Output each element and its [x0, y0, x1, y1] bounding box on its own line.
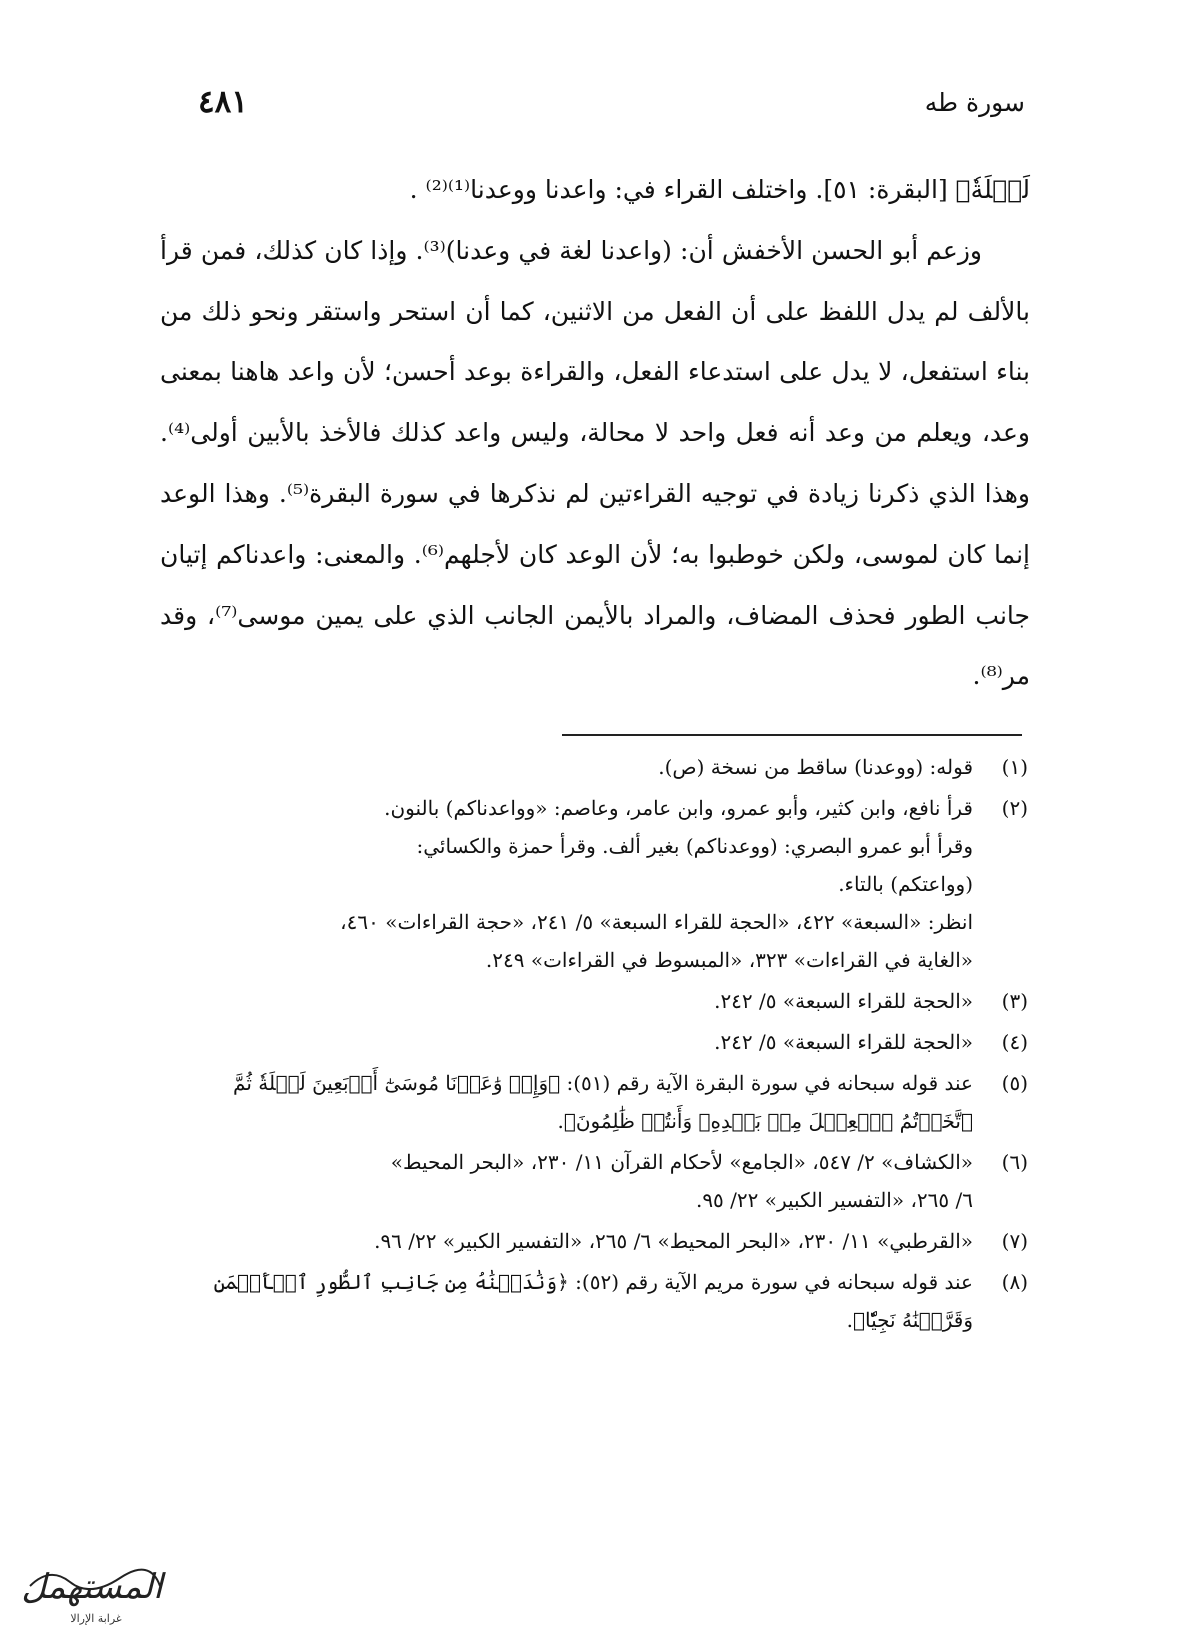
footnotes — [118, 748, 1028, 1342]
footnote-3 — [118, 982, 1028, 1020]
footnote-text: «القرطبي» ١١/ ٢٣٠، «البحر المحيط» ٦/ ٢٦٥، «التفسير الكبير» ٢٢/ ٩٦. — [374, 1229, 973, 1253]
footnote-text: «الحجة للقراء السبعة» ٥/ ٢٤٢. — [714, 1030, 973, 1054]
footnote-text: «الحجة للقراء السبعة» ٥/ ٢٤٢. — [714, 989, 973, 1013]
surah-title: سورة طه — [924, 88, 1025, 117]
footnote-text: ٱتَّخَذۡتُمُ ٱلۡعِجۡلَ مِنۢ بَعۡدِهِۦ وَأَنتُمۡ ظَٰلِمُونَ﴾. — [557, 1109, 973, 1133]
footnote-5 — [118, 1064, 1028, 1140]
footnote-number: (٦) — [1001, 1150, 1028, 1174]
main-text — [160, 160, 1030, 707]
footnote-8 — [118, 1263, 1028, 1339]
footnote-text: انظر: «السبعة» ٤٢٢، «الحجة للقراء السبعة» ٥/ ٢٤١، «حجة القراءات» ٤٦٠، — [340, 910, 973, 934]
logo-text-main: المستهمل — [21, 1567, 163, 1607]
footnote-text: (وواعتكم) بالتاء. — [838, 872, 973, 896]
publisher-logo — [10, 1556, 175, 1646]
footnote-text: عند قوله سبحانه في سورة البقرة الآية رقم (٥١): ﴿وَإِذۡ وَٰعَدۡنَا مُوسَىٰٓ أَرۡبَعِينَ لَيۡلَةٗ ثُمَّ — [233, 1071, 973, 1095]
footnote-7 — [118, 1222, 1028, 1260]
footnote-1 — [118, 748, 1028, 786]
footnote-text: وقرأ أبو عمرو البصري: (ووعدناكم) بغير ألف. وقرأ حمزة والكسائي: — [416, 834, 973, 858]
footnote-number: (٣) — [1001, 989, 1028, 1013]
footnote-text: «الغاية في القراءات» ٣٢٣، «المبسوط في القراءات» ٢٤٩. — [485, 948, 973, 972]
page-number: ٤٨١ — [198, 84, 248, 120]
page-header — [198, 84, 1025, 128]
footnote-2 — [118, 789, 1028, 979]
footnote-separator — [562, 734, 1022, 736]
footnote-4 — [118, 1023, 1028, 1061]
footnote-number: (٥) — [1001, 1071, 1028, 1095]
footnote-number: (٨) — [1001, 1270, 1028, 1294]
footnote-number: (١) — [1001, 755, 1028, 779]
footnote-text: ٦/ ٢٦٥، «التفسير الكبير» ٢٢/ ٩٥. — [695, 1188, 973, 1212]
footnote-number: (٤) — [1001, 1030, 1028, 1054]
footnote-text: عند قوله سبحانه في سورة مريم الآية رقم (٥٢): ﴿وَنَٰدَيۡنَٰهُ مِن جَانِبِ ٱلطُّورِ ٱلۡأَيۡمَنِ — [213, 1270, 973, 1294]
footnote-text: وَقَرَّبۡنَٰهُ نَجِيّٗا﴾. — [846, 1308, 973, 1332]
logo-text-small: غرابة الإرالا — [70, 1612, 122, 1625]
main-paragraph: وزعم أبو الحسن الأخفش أن: (واعدنا لغة في وعدنا)⁽³⁾. وإذا كان كذلك، فمن قرأ بالألف لم يدل اللفظ على أن الفعل من الاثنين، كما أن استحر واستقر ونحو ذلك من بناء استفعل، لا يدل على استدعاء الفعل، والقراءة بوعد أحسن؛ لأن واعد هاهنا بمعنى وعد، ويعلم من وعد أنه فعل واحد لا محالة، وليس واعد كذلك فالأخذ بالأبين أولى⁽⁴⁾. وهذا الذي ذكرنا زيادة في توجيه القراءتين لم نذكرها في سورة البقرة⁽⁵⁾. وهذا الوعد إنما كان لموسى، ولكن خوطبوا به؛ لأن الوعد كان لأجلهم⁽⁶⁾. والمعنى: واعدناكم إتيان جانب الطور فحذف المضاف، والمراد بالأيمن الجانب الذي على يمين موسى⁽⁷⁾، وقد مر⁽⁸⁾. — [160, 235, 1030, 691]
footnote-number: (٧) — [1001, 1229, 1028, 1253]
footnote-text: «الكشاف» ٢/ ٥٤٧، «الجامع» لأحكام القرآن ١١/ ٢٣٠، «البحر المحيط» — [390, 1150, 973, 1174]
footnote-text: قوله: (ووعدنا) ساقط من نسخة (ص). — [658, 755, 973, 779]
main-paragraph: لَيۡلَةٗ﴾ [البقرة: ٥١]. واختلف القراء في: واعدنا ووعدنا⁽¹⁾⁽²⁾ . — [409, 175, 1030, 204]
footnote-text: قرأ نافع، وابن كثير، وأبو عمرو، وابن عامر، وعاصم: «وواعدناكم) بالنون. — [384, 796, 973, 820]
footnote-number: (٢) — [1001, 796, 1028, 820]
footnote-6 — [118, 1143, 1028, 1219]
